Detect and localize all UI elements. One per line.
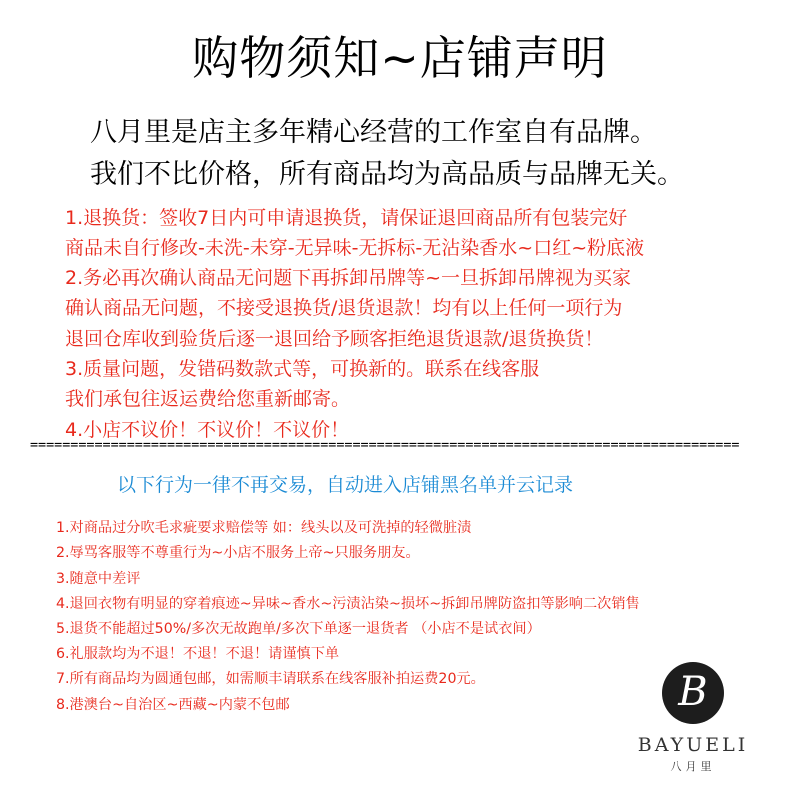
rule-line-4: 确认商品无问题，不接受退换货/退货退款！均有以上任何一项行为	[65, 297, 623, 319]
intro-line-1: 八月里是店主多年精心经营的工作室自有品牌。	[90, 117, 657, 148]
logo-name: BAYUELI	[637, 734, 749, 756]
blacklist-item-6: 6.礼服款均为不退！不退！不退！请谨慎下单	[56, 646, 340, 662]
intro-line-2: 我们不比价格，所有商品均为高品质与品牌无关。	[90, 159, 684, 190]
logo-circle-icon	[662, 662, 724, 724]
blacklist-item-4: 4.退回衣物有明显的穿着痕迹~异味~香水~污渍沾染~损坏~拆卸吊牌防盗扣等影响二次销售	[56, 596, 640, 612]
rule-line-6: 3.质量问题，发错码数款式等，可换新的。联系在线客服	[65, 358, 540, 380]
rule-line-1: 1.退换货：签收7日内可申请退换货，请保证退回商品所有包装完好	[65, 207, 628, 229]
blacklist-item-5: 5.退货不能超过50%/多次无故跑单/多次下单逐一退货者 （小店不是试衣间）	[56, 621, 541, 637]
logo-subtitle: 八月里	[670, 760, 716, 773]
blacklist-item-3: 3.随意中差评	[56, 571, 141, 587]
rule-line-2: 商品未自行修改-未洗-未穿-无异味-无拆标-无沾染香水~口红~粉底液	[65, 237, 645, 259]
brand-logo	[628, 662, 758, 774]
logo-mark: B	[678, 669, 708, 715]
rule-line-5: 退回仓库收到验货后逐一退回给予顾客拒绝退货退款/退货换货！	[65, 328, 604, 350]
blacklist-item-7: 7.所有商品均为圆通包邮，如需顺丰请联系在线客服补拍运费20元。	[56, 671, 485, 687]
rule-line-8: 4.小店不议价！不议价！不议价！	[65, 419, 350, 441]
blacklist-item-8: 8.港澳台~自治区~西藏~内蒙不包邮	[56, 697, 290, 713]
rule-line-7: 我们承包往返运费给您重新邮寄。	[65, 388, 351, 410]
separator-line: ========================================================================================	[30, 438, 740, 453]
blacklist-heading: 以下行为一律不再交易，自动进入店铺黑名单并云记录	[117, 474, 574, 496]
blacklist-item-2: 2.辱骂客服等不尊重行为~小店不服务上帝~只服务朋友。	[56, 545, 420, 561]
blacklist-item-1: 1.对商品过分吹毛求疵要求赔偿等 如：线头以及可洗掉的轻微脏渍	[56, 520, 472, 536]
page-title: 购物须知~店铺声明	[192, 31, 608, 85]
rule-line-3: 2.务必再次确认商品无问题下再拆卸吊牌等~一旦拆卸吊牌视为买家	[65, 267, 632, 289]
